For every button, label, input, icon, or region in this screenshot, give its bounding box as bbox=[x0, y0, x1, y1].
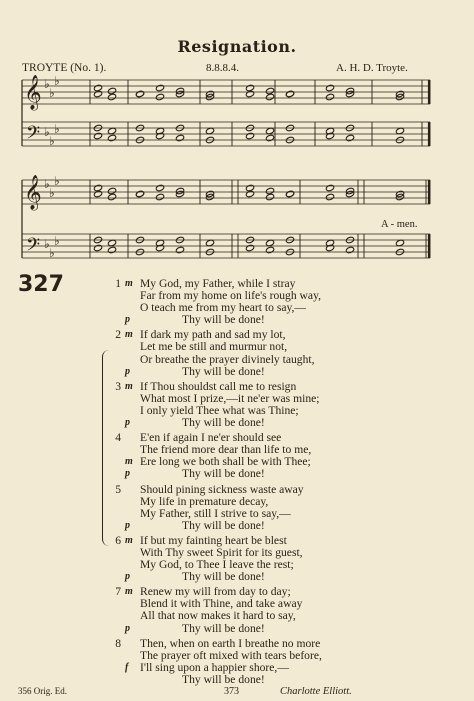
dynamic-marking: p bbox=[125, 417, 130, 429]
note-head bbox=[93, 244, 102, 252]
verse-text: My God, to Thee I leave the rest; bbox=[140, 558, 294, 572]
hymn-title: Resignation. bbox=[177, 37, 297, 56]
note-head bbox=[155, 193, 164, 201]
note-head bbox=[93, 184, 102, 192]
note-head bbox=[107, 246, 116, 254]
verse-line bbox=[100, 468, 440, 480]
flat-sign: ♭ bbox=[54, 234, 60, 248]
verse-text: I'll sing upon a happier shore,— bbox=[140, 660, 289, 674]
note-head bbox=[135, 90, 144, 98]
verse-line bbox=[100, 508, 440, 520]
verse-number: 3 bbox=[115, 379, 121, 393]
verse-line bbox=[100, 610, 440, 622]
verse-text: E'en if again I ne'er should see bbox=[140, 431, 282, 445]
verse-text: My God, my Father, while I stray bbox=[140, 277, 296, 290]
note-head bbox=[93, 132, 102, 140]
note-head bbox=[93, 90, 102, 98]
verse-line bbox=[100, 496, 440, 508]
verse-text: The prayer oft mixed with tears before, bbox=[140, 648, 322, 662]
verse-number: 2 bbox=[115, 328, 121, 342]
author: Charlotte Elliott. bbox=[280, 686, 352, 697]
verse-text: O teach me from my heart to say,— bbox=[140, 301, 307, 315]
verse-line bbox=[100, 341, 440, 353]
verse-line bbox=[100, 520, 440, 532]
dynamic-marking: m bbox=[125, 456, 133, 468]
note-head bbox=[265, 87, 274, 95]
treble-clef: 𝄞 bbox=[24, 75, 42, 110]
note-head bbox=[265, 134, 274, 142]
note-head bbox=[175, 134, 184, 142]
dynamic-marking: m bbox=[125, 586, 133, 598]
note-head bbox=[325, 84, 334, 92]
note-head bbox=[107, 134, 116, 142]
note-head bbox=[285, 190, 294, 198]
verse-line bbox=[100, 302, 440, 314]
note-head bbox=[265, 193, 274, 201]
bass-clef: 𝄢 bbox=[26, 235, 41, 260]
note-head bbox=[107, 193, 116, 201]
bass-clef: 𝄢 bbox=[26, 123, 41, 148]
verse-line bbox=[100, 559, 440, 571]
refrain-text: Thy will be done! bbox=[182, 313, 265, 327]
dynamic-marking: p bbox=[125, 314, 130, 326]
flat-sign: ♭ bbox=[54, 74, 60, 88]
verse-line bbox=[100, 366, 440, 378]
note-head bbox=[135, 190, 144, 198]
verse-text: If but my fainting heart be blest bbox=[140, 533, 287, 547]
verse-number: 8 bbox=[115, 636, 121, 650]
verse-line bbox=[100, 314, 440, 326]
tune-name: TROYTE (No. 1). bbox=[22, 62, 107, 74]
note-head bbox=[175, 246, 184, 254]
verse-text: My life in premature decay, bbox=[140, 494, 269, 508]
dynamic-marking: m bbox=[125, 329, 133, 341]
note-head bbox=[155, 84, 164, 92]
note-head bbox=[93, 84, 102, 92]
dynamic-marking: p bbox=[125, 622, 130, 634]
verse-number: 5 bbox=[115, 482, 121, 496]
verse-text: Then, when on earth I breathe no more bbox=[140, 636, 321, 650]
verse-number: 6 bbox=[115, 533, 121, 547]
dynamic-marking: m bbox=[125, 534, 133, 546]
dynamic-marking: m bbox=[125, 278, 133, 289]
verse-text: With Thy sweet Spirit for its guest, bbox=[140, 545, 303, 559]
verse-line bbox=[100, 405, 440, 417]
flat-sign: ♭ bbox=[44, 125, 50, 139]
note-head bbox=[265, 187, 274, 195]
note-head bbox=[325, 193, 334, 201]
music-score bbox=[0, 0, 474, 275]
verse-line bbox=[100, 638, 440, 650]
flat-sign: ♭ bbox=[49, 134, 55, 148]
note-head bbox=[245, 132, 254, 140]
verse-text: Far from my home on life's rough way, bbox=[140, 289, 322, 303]
verse-text: The friend more dear than life to me, bbox=[140, 443, 312, 457]
note-head bbox=[245, 90, 254, 98]
note-head bbox=[107, 93, 116, 101]
flat-sign: ♭ bbox=[44, 77, 50, 91]
note-head bbox=[245, 244, 254, 252]
note-head bbox=[155, 184, 164, 192]
flat-sign: ♭ bbox=[54, 174, 60, 188]
verse-text: Let me be still and murmur not, bbox=[140, 340, 288, 354]
note-head bbox=[107, 87, 116, 95]
verse-text: My Father, still I strive to say,— bbox=[140, 506, 291, 520]
verse-number: 7 bbox=[115, 585, 121, 599]
verse-text: Blend it with Thine, and take away bbox=[140, 597, 303, 611]
note-head bbox=[245, 184, 254, 192]
verse-text: If Thou shouldst call me to resign bbox=[140, 379, 297, 393]
amen-label: A - men. bbox=[381, 219, 418, 230]
verse-text: What most I prize,—it ne'er was mine; bbox=[140, 391, 320, 405]
verse-number: 1 bbox=[115, 277, 121, 290]
note-head bbox=[155, 93, 164, 101]
refrain-text: Thy will be done! bbox=[182, 570, 265, 584]
dynamic-marking: p bbox=[125, 365, 130, 377]
flat-sign: ♭ bbox=[44, 237, 50, 251]
verse-number: 4 bbox=[115, 431, 121, 445]
note-head bbox=[345, 246, 354, 254]
note-head bbox=[245, 190, 254, 198]
verse-line bbox=[100, 354, 440, 366]
note-head bbox=[245, 84, 254, 92]
refrain-text: Thy will be done! bbox=[182, 518, 265, 532]
verse-text: If dark my path and sad my lot, bbox=[140, 328, 286, 342]
flat-sign: ♭ bbox=[49, 186, 55, 200]
refrain-text: Thy will be done! bbox=[182, 364, 265, 378]
edition-note: 356 Orig. Ed. bbox=[18, 686, 67, 696]
dynamic-marking: f bbox=[125, 661, 129, 673]
note-head bbox=[325, 184, 334, 192]
flat-sign: ♭ bbox=[49, 86, 55, 100]
verse-line bbox=[100, 623, 440, 635]
flat-sign: ♭ bbox=[49, 246, 55, 260]
verse-text: Or breathe the prayer divinely taught, bbox=[140, 352, 315, 366]
verse-text: All that now makes it hard to say, bbox=[140, 609, 296, 623]
note-head bbox=[107, 187, 116, 195]
refrain-text: Thy will be done! bbox=[182, 416, 265, 430]
verse-text: Renew my will from day to day; bbox=[140, 585, 291, 599]
note-head bbox=[285, 90, 294, 98]
dynamic-marking: p bbox=[125, 519, 130, 531]
meter: 8.8.8.4. bbox=[206, 62, 239, 74]
verse-text: Ere long we both shall be with Thee; bbox=[140, 455, 311, 469]
composer: A. H. D. Troyte. bbox=[336, 62, 408, 74]
verse-line bbox=[100, 571, 440, 583]
note-head bbox=[265, 93, 274, 101]
verse-text: I only yield Thee what was Thine; bbox=[140, 403, 299, 417]
verse-line bbox=[100, 674, 440, 686]
verses bbox=[100, 278, 440, 689]
note-head bbox=[93, 190, 102, 198]
dynamic-marking: p bbox=[125, 468, 130, 480]
verse-line bbox=[100, 662, 440, 674]
dynamic-marking: m bbox=[125, 380, 133, 392]
flat-sign: ♭ bbox=[54, 122, 60, 136]
note-head bbox=[345, 134, 354, 142]
verse-text: Should pining sickness waste away bbox=[140, 482, 304, 496]
note-head bbox=[265, 246, 274, 254]
treble-clef: 𝄞 bbox=[24, 175, 42, 210]
dynamic-marking: p bbox=[125, 571, 130, 583]
hymn-number: 327 bbox=[18, 272, 64, 297]
verse-line bbox=[100, 456, 440, 468]
verse-line bbox=[100, 650, 440, 662]
staff-systems bbox=[22, 74, 430, 260]
flat-sign: ♭ bbox=[44, 177, 50, 191]
note-head bbox=[325, 93, 334, 101]
verse-line bbox=[100, 417, 440, 429]
refrain-text: Thy will be done! bbox=[182, 672, 265, 686]
refrain-text: Thy will be done! bbox=[182, 467, 265, 481]
page-number: 373 bbox=[224, 686, 239, 697]
verse-line bbox=[100, 484, 440, 496]
refrain-text: Thy will be done! bbox=[182, 621, 265, 635]
